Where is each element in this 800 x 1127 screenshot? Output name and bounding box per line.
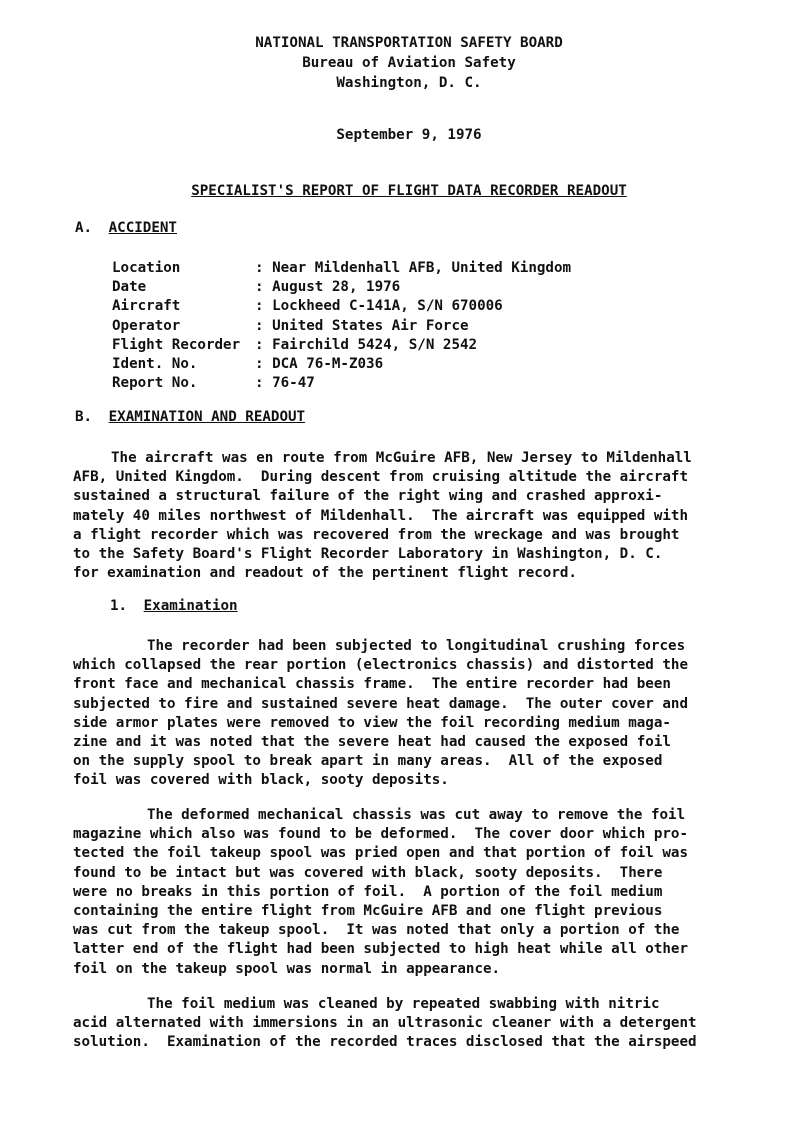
paragraph-foil-cleaning — [73, 995, 763, 1053]
text-line: mately 40 miles northwest of Mildenhall. The aircraft was equipped with — [73, 507, 688, 524]
text-line: The aircraft was en route from McGuire AFB, New Jersey to Mildenhall — [111, 450, 692, 466]
text-line: subjected to fire and sustained severe heat damage. The outer cover and — [73, 695, 688, 712]
text-line: solution. Examination of the recorded traces disclosed that the airspeed — [73, 1034, 697, 1051]
section-a-title: ACCIDENT — [108, 220, 177, 236]
fact-value: : August 28, 1976 — [255, 279, 401, 296]
fact-flight-recorder — [112, 336, 571, 355]
org-name: NATIONAL TRANSPORTATION SAFETY BOARD — [255, 35, 563, 51]
text-line: was cut from the takeup spool. It was noted that only a portion of the — [73, 922, 680, 939]
fact-report-no — [112, 374, 571, 393]
text-line: The foil medium was cleaned by repeated swabbing with nitric — [147, 996, 660, 1012]
section-b-letter: B. — [75, 409, 93, 425]
text-line: containing the entire flight from McGuire AFB and one flight previous — [73, 903, 663, 920]
text-line: a flight recorder which was recovered from the wreckage and was brought — [73, 526, 680, 543]
text-line: for examination and readout of the pertinent flight record. — [73, 565, 577, 582]
text-line: zine and it was noted that the severe heat had caused the exposed foil — [73, 734, 671, 751]
text-line: foil on the takeup spool was normal in appearance. — [73, 960, 501, 977]
fact-location — [112, 259, 571, 278]
section-b-heading — [75, 409, 305, 425]
subsection-1-title: Examination — [143, 598, 238, 614]
accident-facts — [112, 259, 571, 393]
text-line: sustained a structural failure of the right wing and crashed approxi- — [73, 488, 663, 505]
fact-value: : Lockheed C-141A, S/N 670006 — [255, 298, 503, 315]
section-a-heading — [75, 220, 177, 236]
text-line: latter end of the flight had been subjected to high heat while all other — [73, 941, 688, 958]
fact-key: Location — [112, 260, 181, 276]
text-line: on the supply spool to break apart in many areas. All of the exposed — [73, 753, 663, 770]
fact-date — [112, 278, 571, 297]
report-title — [0, 183, 800, 199]
fact-value: : Near Mildenhall AFB, United Kingdom — [255, 260, 572, 276]
section-b-title: EXAMINATION AND READOUT — [108, 409, 306, 425]
fact-key: Operator — [112, 317, 181, 334]
text-line: were no breaks in this portion of foil. A portion of the foil medium — [73, 883, 663, 900]
paragraph-overview — [73, 449, 763, 583]
fact-ident-no — [112, 355, 571, 374]
report-date: September 9, 1976 — [336, 127, 482, 143]
fact-value: : United States Air Force — [255, 317, 469, 334]
fact-key: Report No. — [112, 375, 198, 392]
fact-value: : 76-47 — [255, 375, 315, 392]
fact-key: Aircraft — [112, 298, 181, 315]
text-line: to the Safety Board's Flight Recorder Laboratory in Washington, D. C. — [73, 546, 663, 563]
bureau-name: Bureau of Aviation Safety — [302, 55, 516, 71]
paragraph-foil-magazine — [73, 806, 763, 979]
text-line: The deformed mechanical chassis was cut away to remove the foil — [147, 807, 686, 823]
text-line: which collapsed the rear portion (electronics chassis) and distorted the — [73, 657, 688, 674]
fact-value: : Fairchild 5424, S/N 2542 — [255, 336, 478, 353]
text-line: tected the foil takeup spool was pried open and that portion of foil was — [73, 845, 688, 862]
text-line: side armor plates were removed to view the foil recording medium maga- — [73, 714, 671, 731]
section-a-letter: A. — [75, 220, 93, 236]
text-line: AFB, United Kingdom. During descent from cruising altitude the aircraft — [73, 469, 688, 486]
text-line: front face and mechanical chassis frame. The entire recorder had been — [73, 676, 671, 693]
fact-key: Ident. No. — [112, 356, 198, 373]
city-name: Washington, D. C. — [336, 75, 482, 91]
fact-key: Date — [112, 279, 147, 296]
text-line: foil was covered with black, sooty deposits. — [73, 772, 449, 789]
fact-key: Flight Recorder — [112, 336, 241, 353]
text-line: found to be intact but was covered with black, sooty deposits. There — [73, 864, 663, 881]
fact-value: : DCA 76-M-Z036 — [255, 356, 384, 373]
text-line: acid alternated with immersions in an ultrasonic cleaner with a detergent — [73, 1015, 697, 1032]
text-line: The recorder had been subjected to longitudinal crushing forces — [147, 638, 686, 654]
subsection-1-heading — [110, 598, 238, 614]
fact-aircraft — [112, 297, 571, 316]
paragraph-recorder-damage — [73, 637, 763, 791]
subsection-1-number: 1. — [110, 598, 128, 614]
text-line: magazine which also was found to be deformed. The cover door which pro- — [73, 826, 688, 843]
fact-operator — [112, 317, 571, 336]
letterhead — [0, 33, 800, 93]
report-title-text: SPECIALIST'S REPORT OF FLIGHT DATA RECORDER READOUT — [191, 183, 627, 199]
